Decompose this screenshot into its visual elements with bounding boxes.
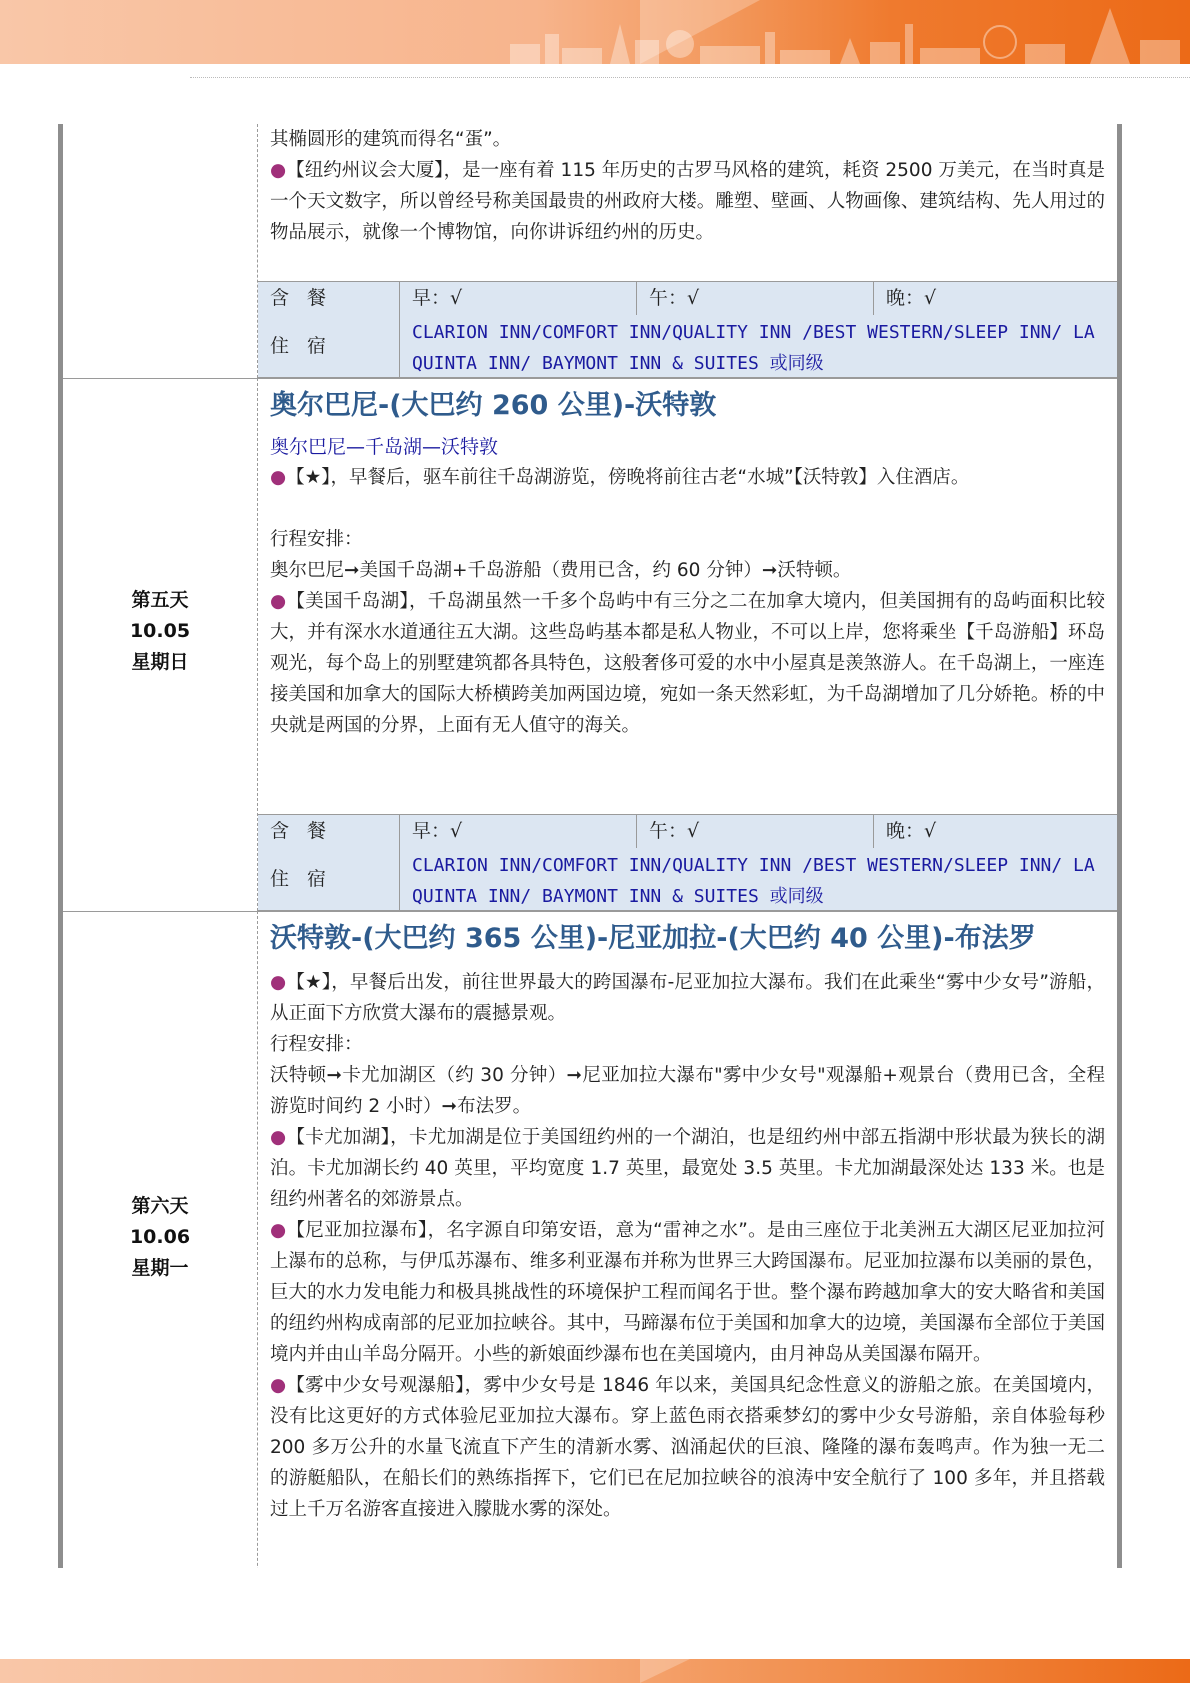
bullet-icon: ● [270,591,287,612]
bullet-icon: ● [270,1127,287,1148]
header-divider [190,77,1190,78]
paragraph-egg-building: 其椭圆形的建筑而得名“蛋”。 [270,129,512,150]
meals-row [258,281,1117,316]
attraction-capitol: ●【纽约州议会大厦】，是一座有着 115 年历史的古罗马风格的建筑，耗资 2500 万美元，在当时真是一个天文数字，所以曾经号称美国最贵的州政府大楼。雕塑、壁画、人物画像、建筑结构、先人用过的物品展示，就像一个博物馆，向你讲诉纽约州的历史。 [270,160,1105,243]
bullet-icon: ● [270,467,287,488]
meal-dinner: 晚：√ [886,287,937,309]
header-banner [0,0,1190,64]
table-row-day6 [63,911,1117,1568]
day-overview: ●【★】，早餐后出发，前往世界最大的跨国瀑布-尼亚加拉大瀑布。我们在此乘坐“雾中少女号”游船，从正面下方欣赏大瀑布的震撼景观。 [270,972,1105,1024]
meals-label: 含 餐 [258,282,400,315]
day-date: 10.05 [129,620,191,642]
attraction-thousand-islands: ●【美国千岛湖】，千岛湖虽然一千多个岛屿中有三分之二在加拿大境内，但美国拥有的岛屿面积比较大，并有深水水道通往五大湖。这些岛屿基本都是私人物业，不可以上岸，您将乘坐【千岛游船】环岛观光，每个岛上的别墅建筑都各具特色，这般奢侈可爱的水中小屋真是羡煞游人。在千岛湖上，一座连接美国和加拿大的国际大桥横跨美加两国边境，宛如一条天然彩虹，为千岛湖增加了几分娇艳。桥的中央就是两国的分界，上面有无人值守的海关。 [270,591,1105,736]
table-row-continuation [63,124,1117,379]
day-name: 第五天 [131,589,189,611]
arrow-right-icon: ➞ [566,1065,583,1086]
day-name: 第六天 [131,1195,189,1217]
itinerary-label: 行程安排： [270,529,363,550]
hotel-list: CLARION INN/COMFORT INN/QUALITY INN /BEST WESTERN/SLEEP INN/ LA QUINTA INN/ BAYMONT INN & SUITES 或同级 [412,322,1095,374]
hotel-list: CLARION INN/COMFORT INN/QUALITY INN /BEST WESTERN/SLEEP INN/ LA QUINTA INN/ BAYMONT INN & SUITES 或同级 [412,855,1095,907]
hotel-label: 住 宿 [258,848,400,910]
day-title: 奥尔巴尼-(大巴约 260 公里)-沃特敦 [270,390,717,421]
hotel-row [258,315,1117,378]
bullet-icon: ● [270,1220,287,1241]
day-date: 10.06 [129,1226,191,1248]
meal-dinner: 晚：√ [886,820,937,842]
day-cell [63,911,258,1568]
meal-breakfast: 早：√ [400,282,637,315]
arrow-right-icon: ➞ [326,1065,342,1086]
table-row-day5 [63,378,1117,912]
arrow-right-icon: ➞ [441,1096,458,1117]
city-skyline-decoration [500,4,1190,64]
day-overview: ●【★】，早餐后，驱车前往千岛湖游览，傍晚将前往古老“水城”【沃特敦】入住酒店。 [270,467,970,488]
content-cell [258,378,1117,911]
itinerary-line: 沃特顿➞卡尤加湖区（约 30 分钟）➞尼亚加拉大瀑布"雾中少女号"观瀑船+观景台（费用已含，全程游览时间约 2 小时）➞布法罗。 [270,1065,1105,1117]
day-cell-empty [63,124,258,378]
arrow-right-icon: ➞ [761,560,778,581]
arrow-right-icon: ➞ [344,560,360,581]
meal-lunch: 午：√ [637,282,874,315]
meals-row [258,814,1117,849]
itinerary-line: 奥尔巴尼➞美国千岛湖+千岛游船（费用已含，约 60 分钟）➞沃特顿。 [270,560,852,581]
meal-breakfast: 早：√ [400,815,637,848]
day-cell [63,378,258,911]
bullet-icon: ● [270,1375,287,1396]
hotel-label: 住 宿 [258,315,400,377]
attraction-niagara-falls: ●【尼亚加拉瀑布】，名字源自印第安语，意为“雷神之水”。是由三座位于北美洲五大湖区尼亚加拉河上瀑布的总称，与伊瓜苏瀑布、维多利亚瀑布并称为世界三大跨国瀑布。尼亚加拉瀑布以美丽的景色，巨大的水力发电能力和极具挑战性的环境保护工程而闻名于世。整个瀑布跨越加拿大的安大略省和美国的纽约州构成南部的尼亚加拉峡谷。其中，马蹄瀑布位于美国和加拿大的边境，美国瀑布全部位于美国境内并由山羊岛分隔开。小些的新娘面纱瀑布也在美国境内，由月神岛从美国瀑布隔开。 [270,1220,1105,1365]
hotel-row [258,848,1117,911]
route-summary: 奥尔巴尼—千岛湖—沃特敦 [270,436,499,458]
attraction-cayuga-lake: ●【卡尤加湖】，卡尤加湖是位于美国纽约州的一个湖泊，也是纽约州中部五指湖中形状最为狭长的湖泊。卡尤加湖长约 40 英里，平均宽度 1.7 英里，最宽处 3.5 英里。卡尤加湖最深处达 133 米。也是纽约州著名的郊游景点。 [270,1127,1105,1210]
bullet-icon: ● [270,972,287,993]
content-cell [258,911,1117,1568]
meals-label: 含 餐 [258,815,400,848]
bullet-icon: ● [270,160,287,181]
attraction-maid-of-the-mist: ●【雾中少女号观瀑船】，雾中少女号是 1846 年以来，美国具纪念性意义的游船之旅。在美国境内，没有比这更好的方式体验尼亚加拉大瀑布。穿上蓝色雨衣搭乘梦幻的雾中少女号游船，亲自体验每秒 200 多万公升的水量飞流直下产生的清新水雾、汹涌起伏的巨浪、隆隆的瀑布轰鸣声。作为独一无二的游艇船队，在船长们的熟练指挥下，它们已在尼加拉峡谷的浪涛中安全航行了 100 多年，并且搭载过上千万名游客直接进入朦胧水雾的深处。 [270,1375,1105,1520]
itinerary-table [58,124,1122,1568]
meal-lunch: 午：√ [637,815,874,848]
content-cell [258,124,1117,378]
day-weekday: 星期一 [131,1257,189,1279]
day-weekday: 星期日 [131,651,189,673]
footer-banner [0,1659,1190,1683]
day-title: 沃特敦-(大巴约 365 公里)-尼亚加拉-(大巴约 40 公里)-布法罗 [270,923,1036,954]
itinerary-label: 行程安排： [270,1034,363,1055]
